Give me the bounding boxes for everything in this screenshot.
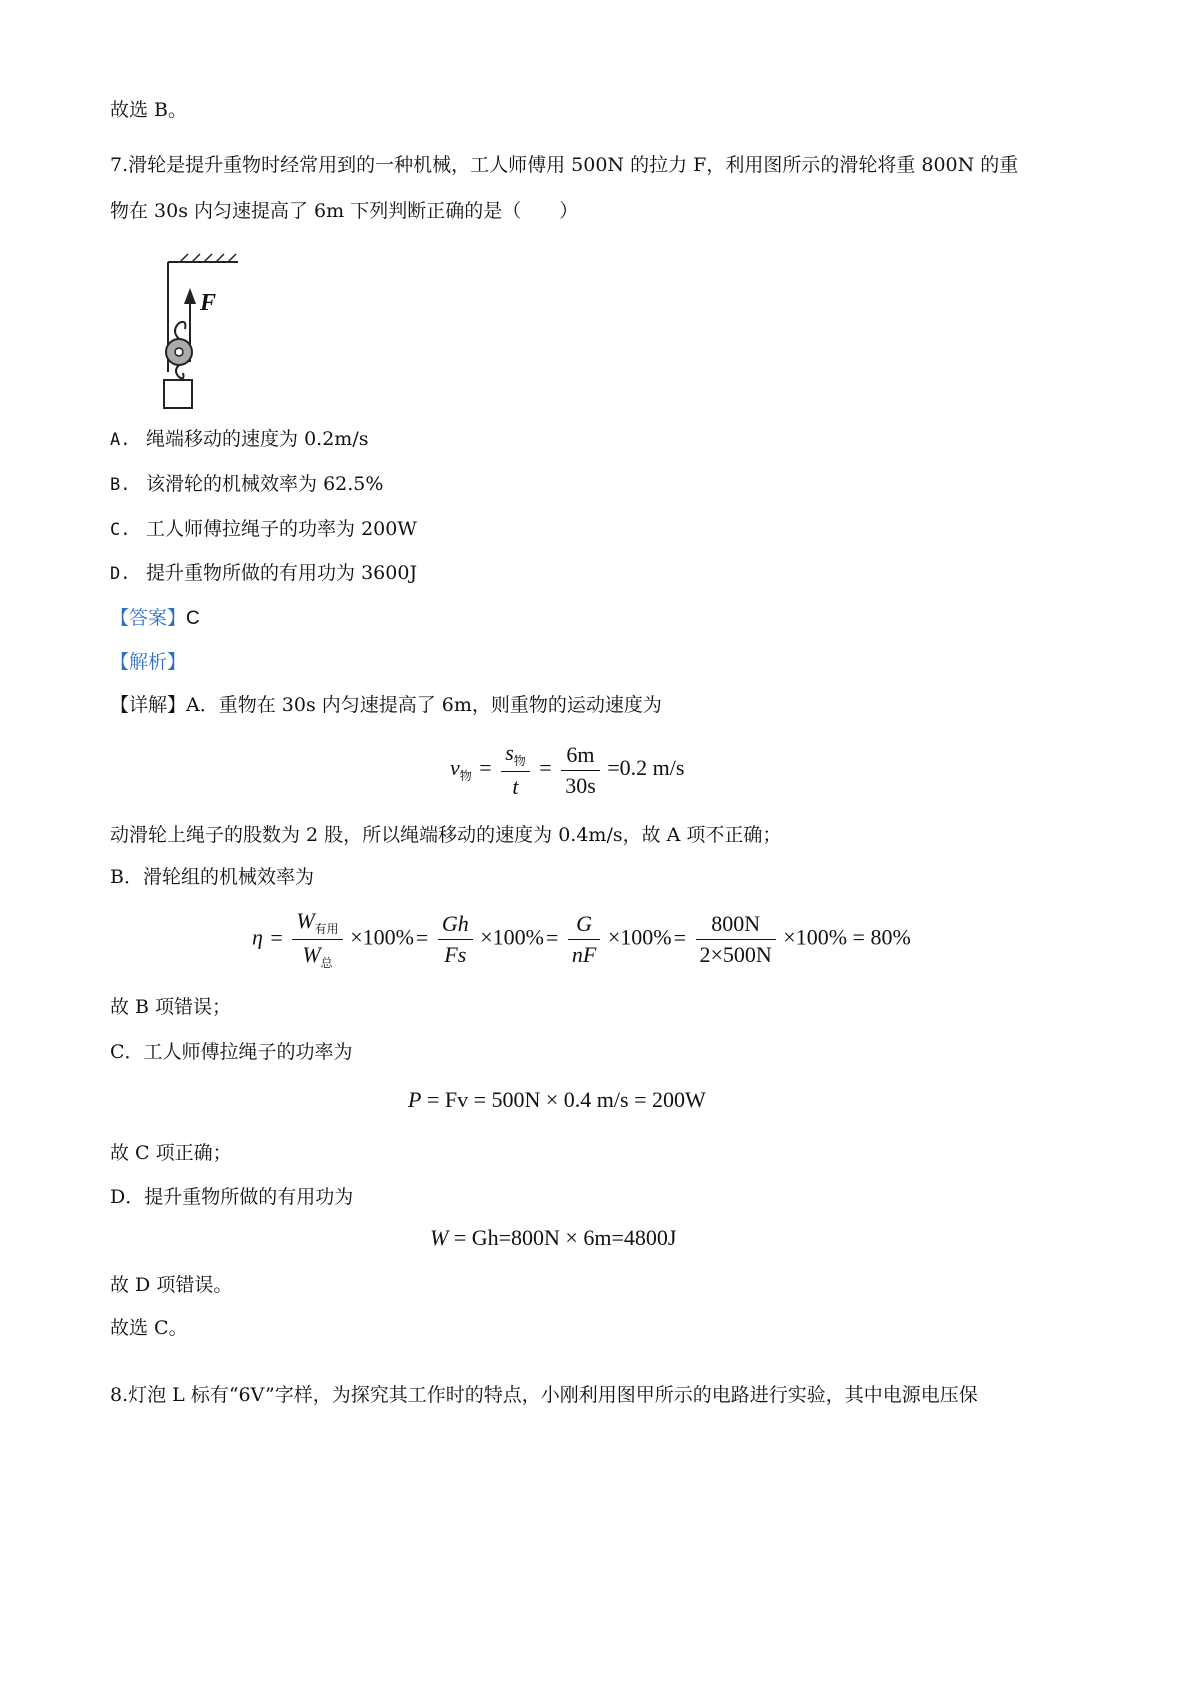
question-8-line-1: 8.灯泡 L 标有“6V”字样，为探究其工作时的特点，小刚利用图甲所示的电路进行实验，其中电源电压保	[110, 1384, 978, 1406]
option-c	[110, 514, 417, 545]
eq-denominator: Fs	[444, 942, 467, 967]
eq-expression: = Fv = 500N × 0.4 m/s = 200W	[426, 1087, 706, 1112]
pulley-diagram	[158, 252, 248, 452]
option-text: 提升重物所做的有用功为 3600J	[146, 562, 418, 584]
question-7-line-1: 7.滑轮是提升重物时经常用到的一种机械，工人师傅用 500N 的拉力 F，利用图所示的滑轮将重 800N 的重	[110, 154, 1019, 176]
eq-symbol: s	[505, 740, 514, 765]
fraction	[438, 911, 473, 968]
analysis-b-conclusion: 故 B 项错误；	[110, 996, 232, 1018]
analysis-label-text: 【解析】	[110, 651, 187, 673]
equation-power	[408, 1087, 706, 1113]
option-b	[110, 469, 383, 500]
eq-expression: = Gh=800N × 6m=4800J	[453, 1225, 677, 1250]
option-letter: B.	[110, 475, 131, 495]
equation-velocity: $v_物$ = $\frac{s_物}{t}$ = $\frac{6m}{30s}$ =0.2 m/s	[450, 740, 685, 799]
analysis-a-conclusion: 动滑轮上绳子的股数为 2 股，所以绳端移动的速度为 0.4m/s，故 A 项不正确；	[110, 824, 782, 846]
fraction	[561, 742, 600, 799]
fraction	[696, 911, 776, 968]
analysis-final-choice: 故选 C。	[110, 1317, 188, 1339]
eq-denominator: nF	[571, 942, 597, 967]
eq-symbol: W	[302, 942, 321, 967]
analysis-d-conclusion: 故 D 项错误。	[110, 1274, 233, 1296]
equation-efficiency: η = $\frac{W_{有用}}{W_总}$ ×100%= $\frac{Gh}{Fs}$ ×100%= $\frac{G}{nF}$ ×100%= $\frac{800N}{2\times 500N}$ ×100% = 80%	[252, 908, 911, 970]
analysis-d-intro: D．提升重物所做的有用功为	[110, 1186, 354, 1208]
answer-label: 【答案】	[110, 607, 187, 629]
eq-symbol: v	[450, 755, 460, 781]
eq-percent: ×100%	[607, 924, 672, 950]
eq-subscript: 物	[459, 769, 472, 784]
analysis-label	[110, 647, 186, 677]
eq-percent: ×100%	[480, 924, 544, 950]
option-letter: D.	[110, 564, 131, 584]
eq-symbol: P	[408, 1087, 422, 1112]
option-text: 绳端移动的速度为 0.2m/s	[146, 428, 369, 450]
option-text: 该滑轮的机械效率为 62.5%	[146, 473, 384, 495]
eq-numerator: 6m	[561, 742, 600, 771]
detail-intro: 【详解】A．重物在 30s 内匀速提高了 6m，则重物的运动速度为	[110, 694, 662, 716]
option-d	[110, 558, 417, 589]
eq-percent: ×100%	[783, 924, 848, 950]
eq-result: = 80%	[852, 924, 911, 950]
question-7-line-2: 物在 30s 内匀速提高了 6m 下列判断正确的是（ ）	[110, 200, 579, 222]
equation-work	[430, 1225, 676, 1251]
force-label: F	[200, 290, 217, 316]
eq-percent: ×100%	[350, 924, 414, 950]
option-letter: C.	[110, 520, 131, 540]
fraction	[568, 911, 600, 968]
fraction	[501, 740, 530, 800]
eq-subscript: 物	[513, 754, 526, 768]
eq-symbol: W	[296, 908, 315, 933]
analysis-b-intro: B．滑轮组的机械效率为	[110, 866, 314, 888]
eq-subscript: 有用	[314, 922, 339, 936]
eq-numerator: Gh	[438, 911, 473, 940]
eq-numerator: 800N	[696, 911, 776, 940]
option-a	[110, 424, 368, 455]
eq-numerator: G	[568, 911, 600, 940]
option-letter: A.	[110, 430, 131, 450]
option-text: 工人师傅拉绳子的功率为 200W	[146, 518, 417, 540]
analysis-c-conclusion: 故 C 项正确；	[110, 1142, 232, 1164]
eq-symbol: W	[430, 1225, 449, 1250]
eq-denominator: 30s	[565, 772, 596, 798]
eq-symbol: t	[512, 774, 519, 799]
analysis-c-intro: C．工人师傅拉绳子的功率为	[110, 1041, 353, 1063]
eq-symbol: η	[252, 924, 263, 950]
eq-result: =0.2 m/s	[607, 755, 685, 781]
answer-line	[110, 603, 200, 634]
fraction	[292, 908, 342, 971]
eq-subscript: 总	[320, 956, 333, 970]
answer-value: C	[186, 608, 200, 629]
previous-conclusion: 故选 B。	[110, 99, 188, 121]
eq-denominator: 2×500N	[699, 942, 772, 967]
